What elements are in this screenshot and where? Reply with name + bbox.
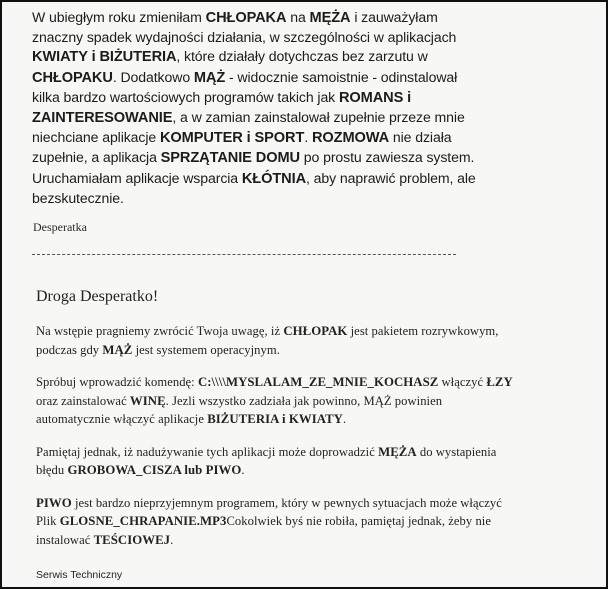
reply-paragraph: Spróbuj wprowadzić komendę: C:\\\\MYSLALAM_ZE_MNIE_KOCHASZ włączyć ŁZY oraz zainstalować WINĘ. Jezli wszystko zadziała jak powinno, MĄŻ powinien automatycznie włączyć aplikacje BIŻUTERIA i KWIATY.	[36, 375, 513, 426]
letter-line: znaczny spadek wydajności działania, w szczególności w aplikacjach	[32, 29, 457, 46]
letter-line: niechciane aplikacje KOMPUTER i SPORT. ROZMOWA nie działa	[32, 129, 452, 147]
letter-line: zupełnie, a aplikacja SPRZĄTANIE DOMU po prostu zawiesza system.	[32, 149, 475, 167]
complaint-letter	[32, 8, 572, 208]
letter-line: W ubiegłym roku zmieniłam CHŁOPAKA na MĘŻA i zauważyłam	[32, 9, 438, 26]
letter-signature: Desperatka	[33, 220, 87, 234]
reply-paragraph: Pamiętaj jednak, iż nadużywanie tych aplikacji może doprowadzić MĘŻA do wystapienia błędu GROBOWA_CISZA lub PIWO.	[36, 444, 497, 477]
letter-line: Uruchamiałam aplikacje wsparcia KŁÓTNIA, aby naprawić problem, ale	[32, 169, 476, 187]
reply-signature: Serwis Techniczny	[36, 569, 123, 581]
reply-paragraph: PIWO jest bardzo nieprzyjemnym programem, który w pewnych sytuacjach może włączyć Plik GLOSNE_CHRAPANIE.MP3Cokolwiek byś nie robiła, pamiętaj jednak, żeby nie instalować TEŚCIOWEJ.	[36, 495, 502, 547]
support-reply	[36, 288, 576, 563]
reply-paragraph: Na wstępie pragniemy zwrócić Twoja uwagę, iż CHŁOPAK jest pakietem rozrywkowym, podczas gdy MĄŻ jest systemem operacyjnym.	[36, 324, 499, 357]
letter-line: CHŁOPAKU. Dodatkowo MĄŻ - widocznie samoistnie - odinstalował	[32, 68, 458, 86]
dashed-divider	[32, 254, 456, 255]
reply-greeting: Droga Desperatko!	[36, 288, 159, 305]
letter-line: ZAINTERESOWANIE, a w zamian zainstalował zupełnie przeze mnie	[32, 109, 465, 127]
letter-line: bezskutecznie.	[32, 189, 124, 206]
letter-line: kilka bardzo wartościowych programów takich jak ROMANS i	[32, 88, 412, 106]
letter-line: KWIATY i BIŻUTERIA, które działały dotychczas bez zarzutu w	[32, 48, 428, 66]
